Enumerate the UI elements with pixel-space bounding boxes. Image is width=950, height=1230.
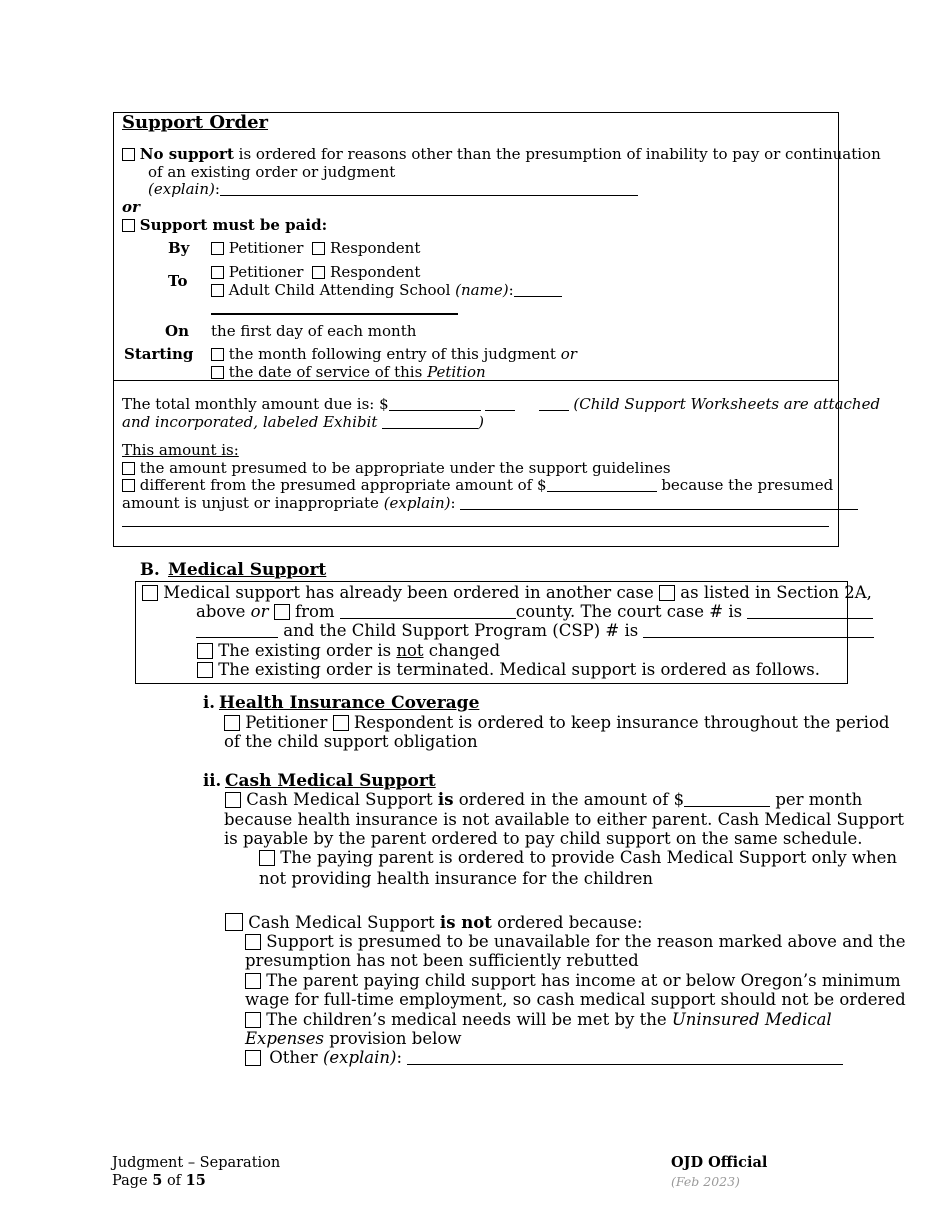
page-num: 5	[152, 1172, 163, 1189]
by-petitioner-checkbox[interactable]	[211, 242, 224, 255]
no-support-bold: No support	[139, 145, 234, 163]
health-insurance-title: Health Insurance Coverage	[219, 693, 480, 713]
reason-1-checkbox[interactable]	[245, 934, 261, 950]
unjust-explain-field[interactable]	[460, 495, 858, 510]
per-month: per month	[775, 790, 863, 809]
cash-ordered-line	[225, 791, 862, 809]
support-must-be-paid-option	[122, 216, 327, 234]
by-respondent-checkbox[interactable]	[312, 242, 325, 255]
medical-support-title: Medical Support	[168, 560, 327, 580]
colon: :	[396, 1048, 403, 1067]
explain-label: (explain)	[322, 1048, 397, 1067]
existing-order-is: The existing order is	[218, 641, 392, 660]
or-italic: or	[250, 602, 269, 621]
reason-2b: wage for full-time employment, so cash medical support should not be ordered	[245, 990, 906, 1009]
ordered-amount-text: ordered in the amount of $	[458, 790, 685, 809]
starting-label: Starting	[124, 345, 194, 363]
amount-unjust-line	[122, 494, 858, 512]
support-order-title: Support Order	[122, 112, 269, 133]
county-field[interactable]	[340, 604, 516, 619]
petition-word: Petition	[427, 363, 486, 381]
no-support-text: is ordered for reasons other than the presumption of inability to pay or continuation	[238, 145, 881, 163]
health-insurance-line	[224, 714, 889, 732]
amount-option-1	[122, 459, 671, 477]
reason-1-option	[245, 933, 906, 951]
starting-month-following-checkbox[interactable]	[211, 348, 224, 361]
to-petitioner-label: Petitioner	[228, 263, 304, 281]
medical-csp-line	[196, 622, 874, 640]
reason-1b: presumption has not been sufficiently rebutted	[245, 951, 639, 970]
or-italic: or	[560, 345, 577, 363]
page-total: 15	[185, 1172, 206, 1189]
cash-line3: is payable by the parent ordered to pay child support on the same schedule.	[224, 829, 863, 848]
support-must-be-paid-label: Support must be paid:	[139, 216, 328, 234]
cash-not-ordered-line	[225, 913, 643, 932]
other-option	[245, 1049, 843, 1067]
paying-parent-text2: not providing health insurance for the children	[259, 869, 654, 888]
other-explain-field[interactable]	[407, 1050, 843, 1065]
this-amount-label: This amount is:	[122, 441, 239, 459]
colon: :	[214, 180, 220, 198]
provision-below: provision below	[329, 1029, 462, 1048]
total-amount-field-1[interactable]	[389, 396, 481, 411]
county-text: county. The court case # is	[515, 602, 743, 621]
of-word: of	[166, 1173, 182, 1189]
csp-text: and the Child Support Program (CSP) # is	[283, 621, 639, 640]
adult-child-option	[211, 281, 562, 299]
health-insurance-text2: of the child support obligation	[224, 732, 478, 751]
by-options	[211, 239, 420, 257]
on-text: the first day of each month	[211, 322, 417, 340]
to-options	[211, 263, 420, 281]
explain-field[interactable]	[220, 181, 638, 196]
starting-date-of-service-label: the date of service of this	[228, 363, 423, 381]
amount-unjust-text: amount is unjust or inappropriate	[122, 494, 379, 512]
cash-not-ordered-label: Cash Medical Support	[248, 913, 435, 932]
on-label: On	[165, 322, 189, 340]
county-checkbox[interactable]	[274, 604, 290, 620]
to-petitioner-checkbox[interactable]	[211, 266, 224, 279]
existing-not-changed-option	[197, 642, 500, 660]
reason-2-option	[245, 972, 901, 990]
no-support-checkbox[interactable]	[122, 148, 135, 161]
medical-already-ordered-line	[142, 584, 872, 602]
not-ordered-because: ordered because:	[497, 913, 643, 932]
support-must-be-paid-checkbox[interactable]	[122, 219, 135, 232]
reason-2-label: The parent paying child support has income at or below Oregon’s minimum	[266, 971, 901, 990]
no-support-explain	[148, 180, 638, 198]
by-label: By	[168, 239, 190, 257]
footer-page-number	[112, 1172, 206, 1190]
page-word: Page	[112, 1173, 148, 1189]
explain-label: (explain)	[383, 494, 451, 512]
incorporated-line	[122, 413, 484, 431]
cash-medical-title: Cash Medical Support	[225, 771, 436, 791]
reason-3-label: The children’s medical needs will be met by the	[266, 1010, 667, 1029]
by-respondent-label: Respondent	[330, 239, 421, 257]
colon: :	[450, 494, 456, 512]
reason-2-checkbox[interactable]	[245, 973, 261, 989]
cash-line2: because health insurance is not available to either parent. Cash Medical Support	[224, 810, 904, 829]
health-respondent-label: Respondent	[353, 713, 454, 732]
paying-parent-label: The paying parent is ordered to provide Cash Medical Support only when	[280, 848, 898, 867]
above-word: above	[196, 602, 246, 621]
expenses-word: Expenses	[245, 1029, 325, 1048]
health-petitioner-checkbox[interactable]	[224, 715, 240, 731]
presumed-amount-field[interactable]	[547, 477, 657, 492]
uninsured-medical: Uninsured Medical	[671, 1010, 832, 1029]
footer-official: OJD Official	[671, 1154, 768, 1171]
reason-3-checkbox[interactable]	[245, 1012, 261, 1028]
other-checkbox[interactable]	[245, 1050, 261, 1066]
reason-3-option	[245, 1011, 832, 1029]
adult-child-name-field[interactable]	[514, 282, 562, 297]
amount-different-checkbox[interactable]	[122, 479, 135, 492]
reason-3b-line	[245, 1030, 461, 1048]
colon: :	[508, 281, 514, 299]
is-not-word: is not	[439, 913, 492, 932]
csp-field[interactable]	[643, 623, 874, 638]
worksheets-text: (Child Support Worksheets are attached	[573, 395, 881, 413]
cash-amount-field[interactable]	[684, 792, 770, 807]
amount-presumed-checkbox[interactable]	[122, 462, 135, 475]
total-monthly-label: The total monthly amount due is: $	[122, 395, 389, 413]
cash-not-ordered-checkbox[interactable]	[225, 913, 243, 931]
health-respondent-checkbox[interactable]	[333, 715, 349, 731]
health-petitioner-label: Petitioner	[245, 713, 328, 732]
or-label: or	[122, 198, 140, 216]
cash-ordered-label: Cash Medical Support	[246, 790, 433, 809]
reason-1-label: Support is presumed to be unavailable for the reason marked above and the	[266, 932, 906, 951]
starting-option-1	[211, 345, 577, 363]
existing-terminated-checkbox[interactable]	[197, 662, 213, 678]
total-monthly-line	[122, 395, 880, 413]
medical-already-ordered-checkbox[interactable]	[142, 585, 158, 601]
to-label: To	[168, 272, 188, 290]
amount-different-label: different from the presumed appropriate amount of $	[139, 476, 547, 494]
is-word: is	[437, 790, 454, 809]
paying-parent-option	[259, 849, 897, 867]
medical-already-ordered-label: Medical support has already been ordered in another case	[163, 583, 654, 602]
total-amount-field-3[interactable]	[539, 396, 569, 411]
adult-child-name-label: (name)	[455, 281, 509, 299]
health-insurance-text: is ordered to keep insurance throughout the period	[458, 713, 890, 732]
cash-ordered-checkbox[interactable]	[225, 792, 241, 808]
from-word: from	[295, 602, 335, 621]
no-support-option	[122, 145, 881, 163]
court-case-field-cont[interactable]	[196, 623, 278, 638]
starting-month-following-label: the month following entry of this judgment	[228, 345, 556, 363]
starting-date-of-service-checkbox[interactable]	[211, 366, 224, 379]
changed-word: changed	[428, 641, 501, 660]
to-respondent-checkbox[interactable]	[312, 266, 325, 279]
explain-label: (explain)	[148, 180, 215, 198]
court-case-field[interactable]	[747, 604, 873, 619]
health-num: i.	[203, 693, 216, 712]
existing-terminated-label: The existing order is terminated. Medical support is ordered as follows.	[218, 660, 820, 679]
by-petitioner-label: Petitioner	[228, 239, 304, 257]
footer-doc-title: Judgment – Separation	[112, 1155, 281, 1171]
section-2a-checkbox[interactable]	[659, 585, 675, 601]
exhibit-field[interactable]	[382, 414, 478, 429]
footer-date: (Feb 2023)	[671, 1174, 740, 1189]
unjust-explain-line-2[interactable]	[122, 526, 829, 527]
cash-num: ii.	[203, 771, 222, 790]
adult-child-label: Adult Child Attending School	[228, 281, 451, 299]
medical-county-line	[196, 603, 873, 621]
to-respondent-label: Respondent	[330, 263, 421, 281]
because-presumed-text: because the presumed	[661, 476, 834, 494]
no-support-text2: of an existing order or judgment	[148, 163, 396, 181]
amount-presumed-label: the amount presumed to be appropriate under the support guidelines	[139, 459, 671, 477]
total-amount-field-2[interactable]	[485, 396, 515, 411]
close-paren: )	[478, 413, 485, 431]
paying-parent-checkbox[interactable]	[259, 850, 275, 866]
medical-section-letter: B.	[140, 560, 160, 579]
amount-option-2	[122, 476, 833, 494]
adult-child-checkbox[interactable]	[211, 284, 224, 297]
existing-terminated-option	[197, 661, 820, 679]
adult-child-name-line[interactable]	[211, 313, 458, 315]
other-label: Other	[269, 1048, 318, 1067]
section-2a-label: as listed in Section 2A,	[680, 583, 872, 602]
incorporated-text: and incorporated, labeled Exhibit	[122, 413, 378, 431]
not-word: not	[396, 641, 424, 660]
starting-option-2	[211, 363, 486, 381]
existing-not-changed-checkbox[interactable]	[197, 643, 213, 659]
